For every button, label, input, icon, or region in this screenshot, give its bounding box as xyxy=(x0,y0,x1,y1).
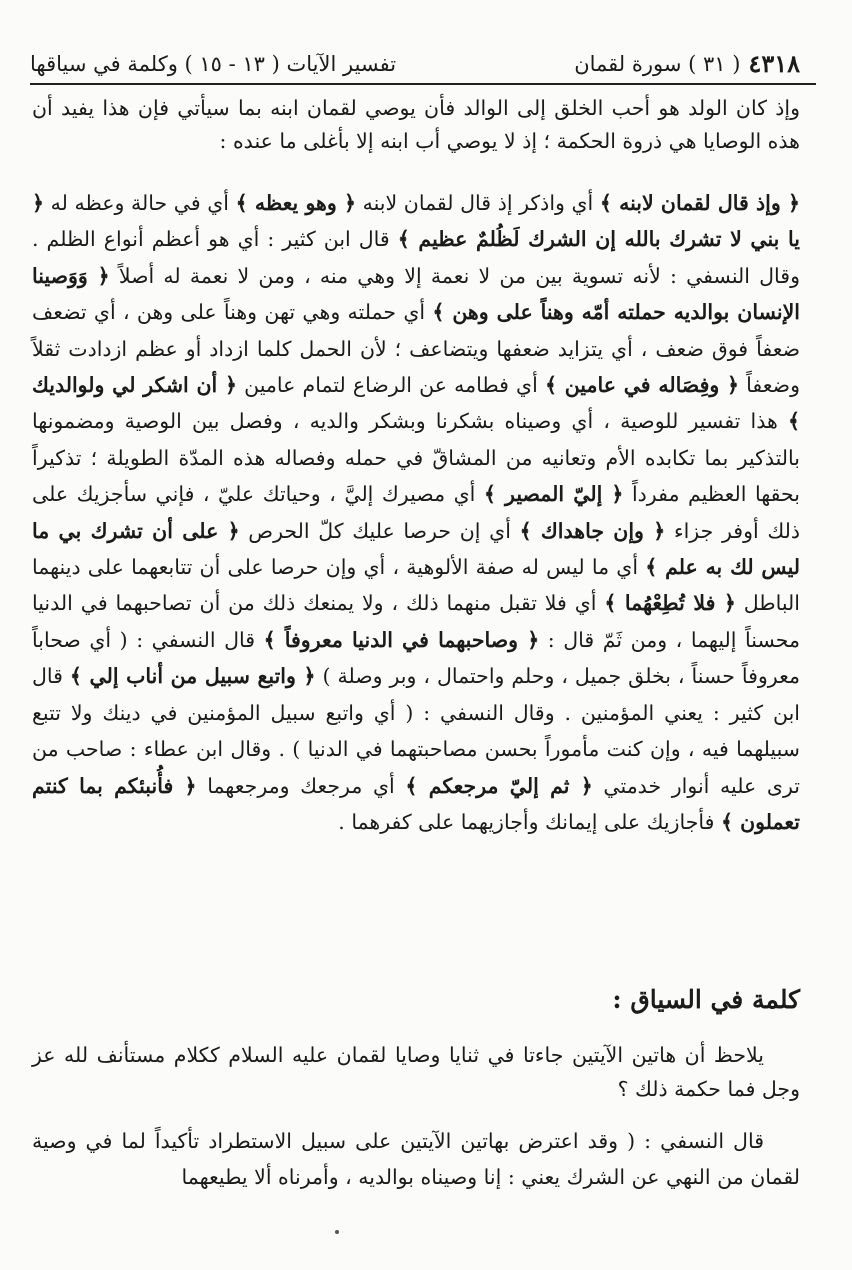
commentary-text: أي ما ليس له صفة الألوهية ، أي وإن حرصا على أن تتابعهما على دينهما الباطل xyxy=(32,555,800,616)
header-topic: تفسير الآيات ( ١٣ - ١٥ ) وكلمة في سياقها xyxy=(30,52,397,76)
quran-verse: ﴿ وهو يعظه ﴾ xyxy=(235,191,356,215)
context-paragraph-2 xyxy=(32,1123,800,1195)
commentary-text: قال ابن كثير : أي هو أعظم أنواع الظلم . وقال النسفي : لأنه تسوية بين من لا نعمة إلا وهي منه ، ومن لا نعمة له أصلاً xyxy=(32,227,800,288)
commentary-text: أي مصيرك إليَّ ، وحياتك عليّ ، فإني سأجزيك على ذلك أوفر جزاء xyxy=(32,482,800,543)
commentary-text: أي حملته وهي تهن وهناً على وهن ، أي تضعف ضعفاً فوق ضعف ، أي يتزايد ضعفها ويتضاعف ؛ لأن الحمل كلما ازداد أو عظم ازدادت ثقلاً وضعفاً xyxy=(32,300,800,398)
quran-verse: ﴿ ثم إليّ مرجعكم ﴾ xyxy=(405,773,593,798)
quran-verse: ﴿ فأُنبئكم بما كنتم تعملون ﴾ xyxy=(32,773,800,834)
quran-verse: ﴿ وإن جاهداك ﴾ xyxy=(519,518,666,543)
quran-verse: ﴿ وَوَصينا الإنسان بوالديه حملته أمّه وهناً على وهن ﴾ xyxy=(32,263,800,325)
quran-verse: ﴿ أن اشكر لي ولوالديك ﴾ xyxy=(32,373,800,434)
page-number: ٤٣١٨ xyxy=(748,49,800,78)
commentary-text: أي فلا تقبل منهما ذلك ، ولا يمنعك ذلك من أن تصاحبهما في الدنيا محسناً إليهما ، ومن ثَمّ قال : xyxy=(32,591,800,652)
page-mark xyxy=(335,1230,339,1234)
commentary-text: هذا تفسير للوصية ، أي وصيناه بشكرنا وبشكر والديه ، وفصل بين الوصية ومضمونها بالتذكير بما تكابده الأم وتعانيه من المشاقّ في حمله وفصاله هذه المدّة الطويلة ؛ تذكيراً بحقها العظيم مفرداً xyxy=(32,409,800,507)
context-text-2: قال النسفي : ( وقد اعترض بهاتين الآيتين على سبيل الاستطراد تأكيداً لما في وصية لقمان من النهي عن الشرك يعني : إنا وصيناه بوالديه ، وأمرناه ألا يطيعهما xyxy=(32,1129,800,1189)
commentary-text: قال ابن كثير : يعني المؤمنين . وقال النسفي : ( أي واتبع سبيل المؤمنين في دينك ولا تتبع سبيلهما فيه ، وإن كنت مأموراً بحسن مصاحبتهما في الدنيا ) . وقال ابن عطاء : صاحب من ترى عليه أنوار خدمتي xyxy=(32,664,800,798)
commentary-text: أي مرجعك ومرجعهما xyxy=(196,773,406,798)
running-header xyxy=(30,36,800,78)
surah-name: ( ٣١ ) سورة لقمان xyxy=(574,52,741,76)
section-heading: كلمة في السياق : xyxy=(612,985,800,1014)
commentary-text: قال النسفي : ( أي صحاباً معروفاً حسناً ، بخلق جميل ، وحلم واحتمال ، وبر وصلة ) xyxy=(32,627,800,689)
tafsir-text xyxy=(32,185,800,840)
quran-verse: ﴿ وصاحبهما في الدنيا معروفاً ﴾ xyxy=(263,627,540,652)
quran-verse: ﴿ وإذ قال لقمان لابنه ﴾ xyxy=(599,191,801,215)
intro-paragraph xyxy=(32,92,800,158)
context-paragraph-1 xyxy=(32,1038,800,1106)
header-right xyxy=(574,50,800,78)
quran-verse: ﴿ واتبع سبيل من أناب إلي ﴾ xyxy=(69,664,316,689)
commentary-text: أي في حالة وعظه له xyxy=(44,191,236,215)
context-text-1: يلاحظ أن هاتين الآيتين جاءتا في ثنايا وصايا لقمان عليه السلام ككلام مستأنف لله عز وجل فما حكمة ذلك ؟ xyxy=(32,1043,800,1101)
quran-verse: ﴿ وفِصَاله في عامين ﴾ xyxy=(544,373,740,398)
header-rule xyxy=(30,83,816,85)
quran-verse: ﴿ يا بني لا تشرك بالله إن الشرك لَظُلمٌ عظيم ﴾ xyxy=(32,191,800,252)
quran-verse: ﴿ على أن تشرك بي ما ليس لك به علم ﴾ xyxy=(32,518,801,580)
quran-verse: ﴿ إليّ المصير ﴾ xyxy=(483,482,624,507)
commentary-text: أي فطامه عن الرضاع لتمام عامين xyxy=(237,373,545,398)
commentary-text: فأجازيك على إيمانك وأجازيهما على كفرهما . xyxy=(338,809,721,834)
commentary-text: أي واذكر إذ قال لقمان لابنه xyxy=(356,191,600,215)
intro-text: وإذ كان الولد هو أحب الخلق إلى الوالد فأن يوصي لقمان ابنه بما سيأتي فإن هذا يفيد أن هذه الوصايا هي ذروة الحكمة ؛ إذ لا يوصي أب ابنه إلا بأغلى ما عنده : xyxy=(32,96,800,153)
commentary-text: أي إن حرصا عليك كلّ الحرص xyxy=(239,518,520,543)
tafsir-paragraph xyxy=(32,185,800,840)
quran-verse: ﴿ فلا تُطِعْهُما ﴾ xyxy=(604,591,736,616)
